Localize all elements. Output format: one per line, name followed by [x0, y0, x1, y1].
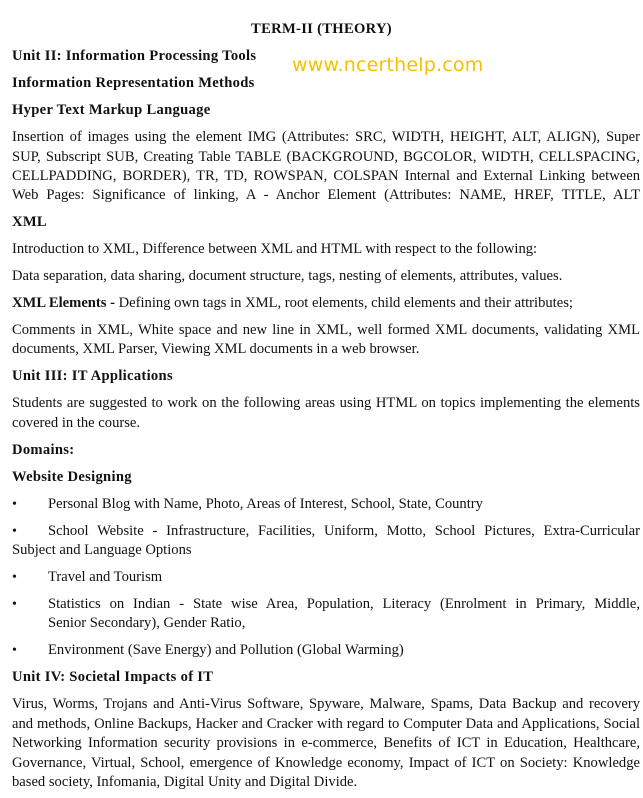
- website-designing-heading: Website Designing: [12, 469, 132, 485]
- unit4-para-line: Governance, Virtual, School, emergence of Knowledge economy, Impact of ICT on Society: Knowledge: [12, 755, 640, 771]
- unit4-para-line: based society, Infomania, Digital Unity and Digital Divide.: [12, 774, 358, 790]
- bullet-icon: •: [12, 597, 17, 612]
- list-item-continuation: Subject and Language Options: [12, 542, 192, 558]
- xml-list: Data separation, data sharing, document structure, tags, nesting of elements, attributes, values.: [12, 268, 563, 284]
- html-heading: Hyper Text Markup Language: [12, 102, 211, 118]
- html-para-line: SUP, Subscript SUB, Creating Table TABLE (BACKGROUND, BGCOLOR, WIDTH, CELLSPACING,: [12, 149, 640, 165]
- xml-elements-text: Defining own tags in XML, root elements, child elements and their attributes;: [114, 295, 573, 311]
- unit3-para-line: Students are suggested to work on the following areas using HTML on topics implementing the elements: [12, 395, 640, 411]
- domains-heading: Domains:: [12, 442, 75, 458]
- list-item: Environment (Save Energy) and Pollution (Global Warming): [48, 642, 404, 658]
- xml-elements-line: [12, 294, 640, 313]
- unit4-para-line: Virus, Worms, Trojans and Anti-Virus Software, Spyware, Malware, Spams, Data Backup and recovery: [12, 696, 640, 712]
- list-item: Personal Blog with Name, Photo, Areas of Interest, School, State, Country: [48, 496, 483, 512]
- watermark: www.ncerthelp.com: [292, 54, 484, 76]
- unit3-heading: Unit III: IT Applications: [12, 368, 173, 384]
- comments-para-line: Comments in XML, White space and new line in XML, well formed XML documents, validating XML: [12, 322, 640, 338]
- list-item: Statistics on Indian - State wise Area, Population, Literacy (Enrolment in Primary, Middle,: [48, 596, 640, 612]
- list-item: School Website - Infrastructure, Facilities, Uniform, Motto, School Pictures, Extra-Curricular: [48, 523, 640, 539]
- unit4-para-line: and methods, Online Backups, Hacker and Cracker with regard to Computer Data and Applications, Social: [12, 716, 640, 732]
- html-para-line: Web Pages: Significance of linking, A - Anchor Element (Attributes: NAME, HREF, TITLE, ALT: [12, 187, 640, 203]
- bullet-icon: •: [12, 524, 17, 539]
- comments-para-line: documents, XML Parser, Viewing XML documents in a web browser.: [12, 341, 420, 357]
- html-para-line: CELLPADDING, BORDER), TR, TD, ROWSPAN, COLSPAN Internal and External Linking between: [12, 168, 640, 184]
- page-title: TERM-II (THEORY): [251, 21, 392, 37]
- list-item: Travel and Tourism: [48, 569, 163, 585]
- xml-intro: Introduction to XML, Difference between XML and HTML with respect to the following:: [12, 241, 538, 257]
- bullet-icon: •: [12, 643, 17, 658]
- unit4-para-line: Networking Information security provisions in e-commerce, Benefits of ICT in Education, Healthcare,: [12, 735, 640, 751]
- bullet-icon: •: [12, 497, 17, 512]
- unit3-para-line: covered in the course.: [12, 415, 141, 431]
- info-representation-heading: Information Representation Methods: [12, 75, 255, 91]
- xml-heading: XML: [12, 214, 47, 230]
- xml-elements-label: XML Elements -: [12, 295, 115, 311]
- bullet-icon: •: [12, 570, 17, 585]
- unit4-heading: Unit IV: Societal Impacts of IT: [12, 669, 214, 685]
- list-item-continuation: Senior Secondary), Gender Ratio,: [48, 615, 246, 631]
- html-para-line: Insertion of images using the element IMG (Attributes: SRC, WIDTH, HEIGHT, ALT, ALIGN), Super: [12, 129, 640, 145]
- unit2-heading: Unit II: Information Processing Tools: [12, 48, 257, 64]
